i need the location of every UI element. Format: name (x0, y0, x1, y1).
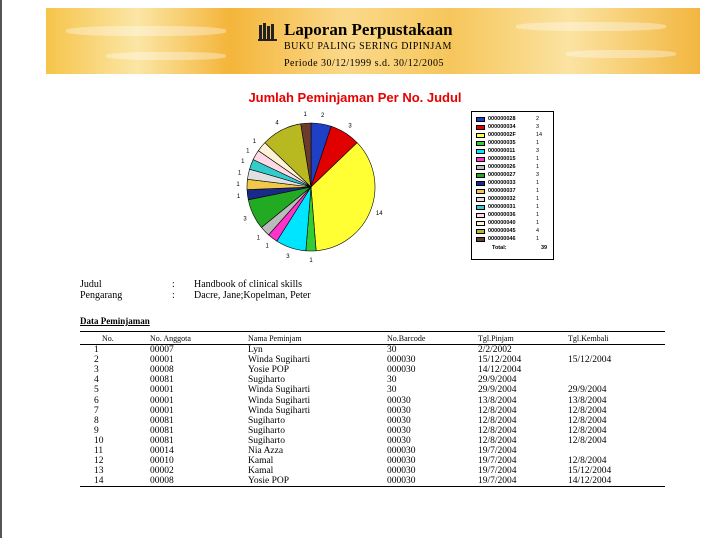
table-row (80, 365, 665, 375)
library-books-icon (258, 21, 278, 41)
cell-borrower-name: Nia Azza (248, 445, 284, 456)
legend-label: 000000027 (488, 172, 516, 178)
pie-data-label: 1 (309, 258, 313, 264)
legend-swatch (476, 157, 485, 162)
report-subtitle: BUKU PALING SERING DIPINJAM (284, 41, 452, 52)
cell-loan-date: 29/9/2004 (478, 375, 517, 386)
cell-return-date: 14/12/2004 (568, 476, 612, 487)
title-info-row (80, 279, 302, 290)
cell-barcode: 000030 (387, 365, 416, 376)
legend-item (472, 147, 553, 155)
cell-return-date: 13/8/2004 (568, 395, 607, 406)
header-no: No. (102, 333, 114, 343)
table-row (80, 476, 665, 486)
table-row (80, 385, 665, 395)
cell-borrower-name: Yosie POP (248, 476, 290, 487)
legend-value: 1 (536, 204, 540, 210)
legend-swatch (476, 221, 485, 226)
cell-borrower-name: Kamal (248, 456, 274, 467)
pie-data-label: 3 (286, 254, 290, 261)
table-row (80, 436, 665, 446)
legend-swatch (476, 181, 485, 186)
legend-value: 14 (536, 132, 543, 138)
cell-barcode: 000030 (387, 445, 416, 456)
cell-member-no: 00001 (150, 395, 174, 406)
pie-data-label: 2 (321, 112, 325, 119)
report-banner (46, 8, 700, 74)
legend-label: 000000015 (488, 156, 516, 162)
legend-swatch (476, 189, 485, 194)
legend-item (472, 235, 553, 243)
legend-value: 1 (536, 220, 540, 226)
cell-barcode: 30 (387, 345, 397, 356)
report-period: Periode 30/12/1999 s.d. 30/12/2005 (284, 58, 445, 69)
cell-loan-date: 13/8/2004 (478, 395, 517, 406)
cell-loan-date: 19/7/2004 (478, 466, 517, 477)
cell-no: 8 (94, 415, 99, 426)
cell-barcode: 000030 (387, 466, 416, 477)
cell-return-date: 15/12/2004 (568, 355, 612, 366)
legend-value: 1 (536, 156, 540, 162)
cell-loan-date: 19/7/2004 (478, 476, 517, 487)
header-member-no: No. Anggota (150, 333, 191, 343)
legend-label: 000000045 (488, 228, 516, 234)
loan-data-label: Data Peminjaman (80, 316, 150, 326)
table-body (80, 345, 665, 486)
legend-swatch (476, 197, 485, 202)
cell-borrower-name: Sugiharto (248, 375, 285, 386)
legend-item (472, 171, 553, 179)
cell-loan-date: 15/12/2004 (478, 355, 522, 366)
pie-data-label: 1 (252, 138, 257, 145)
legend-label: 000000026 (488, 164, 516, 170)
cell-borrower-name: Kamal (248, 466, 274, 477)
table-row (80, 375, 665, 385)
legend-item (472, 155, 553, 163)
cell-loan-date: 12/8/2004 (478, 435, 517, 446)
cell-loan-date: 19/7/2004 (478, 445, 517, 456)
cell-loan-date: 14/12/2004 (478, 365, 522, 376)
legend-value: 3 (536, 172, 540, 178)
pie-data-label: 1 (237, 170, 242, 177)
cell-member-no: 00008 (150, 365, 174, 376)
legend-item (472, 203, 553, 211)
table-row (80, 446, 665, 456)
cell-no: 12 (94, 456, 104, 467)
cell-no: 6 (94, 395, 99, 406)
legend-item (472, 131, 553, 139)
cell-return-date: 29/9/2004 (568, 385, 607, 396)
cell-loan-date: 29/9/2004 (478, 385, 517, 396)
legend-swatch (476, 229, 485, 234)
cell-no: 13 (94, 466, 104, 477)
legend-swatch (476, 205, 485, 210)
cell-borrower-name: Winda Sugiharti (248, 355, 311, 366)
legend-label: 000000011 (488, 148, 516, 154)
legend-item (472, 219, 553, 227)
pie-data-label: 1 (265, 243, 269, 250)
legend-item (472, 227, 553, 235)
legend-total (472, 243, 553, 252)
cell-member-no: 00001 (150, 385, 174, 396)
pie-data-label: 4 (275, 120, 279, 127)
cell-return-date: 12/8/2004 (568, 435, 607, 446)
cell-borrower-name: Yosie POP (248, 365, 290, 376)
pie-data-label: 1 (241, 159, 245, 166)
cell-barcode: 000030 (387, 476, 416, 487)
pie-data-label: 1 (256, 235, 261, 242)
cell-borrower-name: Winda Sugiharti (248, 405, 311, 416)
judul-label: Judul (80, 279, 102, 290)
legend-label: 00000002F (488, 132, 516, 138)
cell-loan-date: 2/2/2002 (478, 345, 512, 356)
legend-label: 000000028 (488, 116, 516, 122)
legend-value: 4 (536, 228, 540, 234)
pie-data-label: 1 (236, 182, 240, 189)
cell-borrower-name: Sugiharto (248, 415, 285, 426)
legend-label: 000000033 (488, 180, 516, 186)
legend-value: 1 (536, 236, 540, 242)
cell-no: 7 (94, 405, 99, 416)
cell-no: 9 (94, 425, 99, 436)
chart-legend (471, 111, 554, 260)
judul-separator: : (172, 279, 175, 290)
table-header (80, 331, 665, 345)
cell-barcode: 00030 (387, 415, 411, 426)
cell-member-no: 00001 (150, 355, 174, 366)
cell-member-no: 00007 (150, 345, 174, 356)
cell-loan-date: 12/8/2004 (478, 425, 517, 436)
table-bottom-rule (80, 486, 665, 487)
table-row (80, 406, 665, 416)
pie-chart (195, 105, 435, 265)
table-row (80, 345, 665, 355)
pie-data-label: 14 (375, 210, 383, 217)
legend-label: 000000032 (488, 196, 516, 202)
report-title: Laporan Perpustakaan (284, 20, 453, 39)
header-barcode: No.Barcode (387, 333, 426, 343)
cell-return-date: 12/8/2004 (568, 415, 607, 426)
cell-member-no: 00002 (150, 466, 174, 477)
loan-table (80, 331, 665, 487)
legend-total-value: 39 (541, 244, 548, 251)
legend-total-label: Total: (492, 244, 507, 251)
cell-no: 5 (94, 385, 99, 396)
cell-barcode: 00030 (387, 425, 411, 436)
cell-no: 10 (94, 435, 104, 446)
cell-member-no: 00001 (150, 405, 174, 416)
cell-loan-date: 19/7/2004 (478, 456, 517, 467)
cell-borrower-name: Lyn (248, 345, 263, 356)
legend-label: 000000040 (488, 220, 516, 226)
legend-item (472, 211, 553, 219)
cell-barcode: 00030 (387, 395, 411, 406)
author-info-row (80, 290, 311, 301)
cell-member-no: 00014 (150, 445, 174, 456)
table-row (80, 355, 665, 365)
cell-member-no: 00081 (150, 425, 174, 436)
legend-swatch (476, 213, 485, 218)
legend-value: 3 (536, 124, 540, 130)
cell-borrower-name: Sugiharto (248, 425, 285, 436)
legend-swatch (476, 133, 485, 138)
legend-label: 000000031 (488, 204, 516, 210)
cell-borrower-name: Sugiharto (248, 435, 285, 446)
cell-barcode: 00030 (387, 435, 411, 446)
legend-swatch (476, 173, 485, 178)
cell-borrower-name: Winda Sugiharti (248, 385, 311, 396)
table-row (80, 456, 665, 466)
pie-data-label: 3 (243, 216, 247, 223)
cell-barcode: 000030 (387, 456, 416, 467)
pie-data-label: 1 (303, 112, 307, 119)
legend-item (472, 115, 553, 123)
chart-title: Jumlah Peminjaman Per No. Judul (248, 90, 462, 105)
cell-no: 4 (94, 375, 99, 386)
cell-borrower-name: Winda Sugiharti (248, 395, 311, 406)
legend-value: 1 (536, 180, 540, 186)
legend-value: 3 (536, 148, 540, 154)
cell-no: 11 (94, 445, 104, 456)
legend-label: 000000036 (488, 212, 516, 218)
pengarang-separator: : (172, 290, 175, 301)
cell-no: 14 (94, 476, 104, 487)
legend-item (472, 163, 553, 171)
cell-return-date: 12/8/2004 (568, 425, 607, 436)
cell-barcode: 30 (387, 385, 397, 396)
pie-data-label: 1 (246, 148, 250, 155)
legend-swatch (476, 117, 485, 122)
legend-swatch (476, 141, 485, 146)
header-return-date: Tgl.Kembali (568, 333, 609, 343)
cell-return-date: 12/8/2004 (568, 456, 607, 467)
legend-value: 1 (536, 196, 540, 202)
table-row (80, 416, 665, 426)
legend-item (472, 123, 553, 131)
legend-value: 1 (536, 140, 540, 146)
legend-item (472, 195, 553, 203)
legend-item (472, 187, 553, 195)
cell-barcode: 00030 (387, 405, 411, 416)
cell-member-no: 00081 (150, 375, 174, 386)
legend-label: 000000035 (488, 140, 516, 146)
legend-swatch (476, 125, 485, 130)
legend-label: 000000034 (488, 124, 516, 130)
cell-member-no: 00008 (150, 476, 174, 487)
legend-label: 000000046 (488, 236, 516, 242)
legend-item (472, 179, 553, 187)
legend-value: 2 (536, 116, 540, 122)
legend-label: 000000037 (488, 188, 516, 194)
cell-loan-date: 12/8/2004 (478, 415, 517, 426)
judul-value: Handbook of clinical skills (194, 279, 303, 290)
cell-return-date: 15/12/2004 (568, 466, 612, 477)
cell-member-no: 00010 (150, 456, 174, 467)
cell-no: 1 (94, 345, 99, 356)
cell-member-no: 00081 (150, 415, 174, 426)
legend-value: 1 (536, 188, 540, 194)
legend-swatch (476, 165, 485, 170)
cell-return-date: 12/8/2004 (568, 405, 607, 416)
pengarang-value: Dacre, Jane;Kopelman, Peter (194, 290, 311, 301)
legend-swatch (476, 237, 485, 242)
cell-no: 3 (94, 365, 99, 376)
cell-no: 2 (94, 355, 99, 366)
header-borrower-name: Nama Peminjam (248, 333, 302, 343)
header-loan-date: Tgl.Pinjam (478, 333, 514, 343)
cell-barcode: 000030 (387, 355, 416, 366)
table-row (80, 426, 665, 436)
table-row (80, 395, 665, 405)
legend-swatch (476, 149, 485, 154)
pie-data-label: 3 (348, 123, 352, 130)
legend-value: 1 (536, 212, 540, 218)
table-row (80, 466, 665, 476)
legend-value: 1 (536, 164, 540, 170)
pie-data-label: 1 (236, 193, 241, 200)
pengarang-label: Pengarang (80, 290, 123, 301)
cell-member-no: 00081 (150, 435, 174, 446)
cell-loan-date: 12/8/2004 (478, 405, 517, 416)
cell-barcode: 30 (387, 375, 397, 386)
legend-item (472, 139, 553, 147)
